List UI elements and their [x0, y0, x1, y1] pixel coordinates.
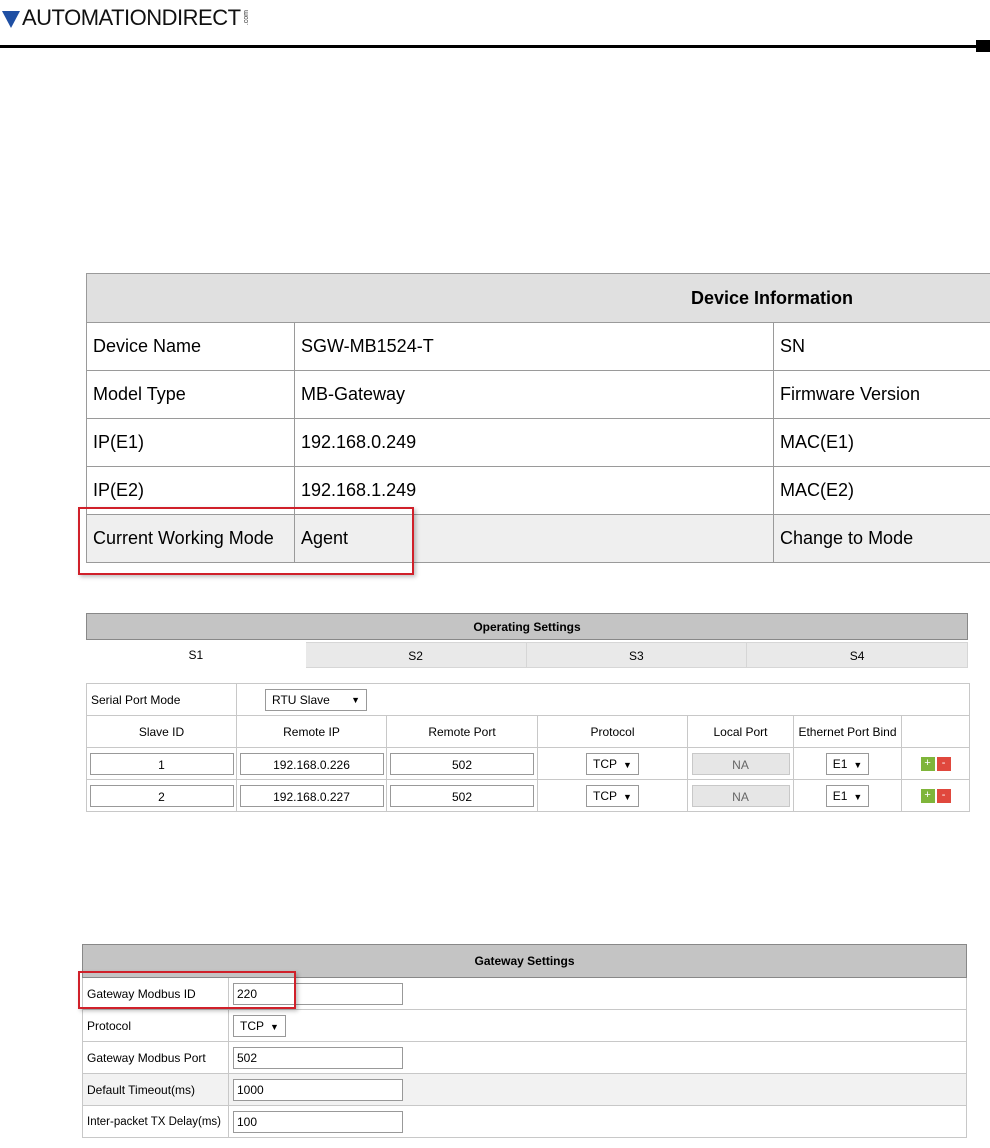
- ethernet-port-bind-select[interactable]: [826, 753, 870, 775]
- gateway-protocol-value: TCP: [240, 1018, 264, 1033]
- remote-port-input[interactable]: 502: [390, 785, 534, 807]
- automationdirect-logo: [2, 4, 250, 32]
- model-type-label: Model Type: [87, 371, 295, 419]
- local-port-input: NA: [692, 753, 790, 775]
- remove-row-button[interactable]: -: [937, 789, 951, 803]
- chevron-down-icon: ▼: [351, 694, 360, 705]
- local-port-cell: [688, 748, 794, 780]
- col-protocol: Protocol: [538, 716, 688, 748]
- protocol-cell: [538, 780, 688, 812]
- col-remote-port: Remote Port: [387, 716, 538, 748]
- logo-v-icon: [2, 11, 20, 28]
- col-ethernet-port-bind: Ethernet Port Bind: [794, 716, 902, 748]
- col-actions: [902, 716, 970, 748]
- current-working-mode-label: Current Working Mode: [87, 515, 295, 563]
- protocol-value: TCP: [593, 788, 618, 803]
- serial-port-tabs: [86, 642, 968, 668]
- table-row: [87, 748, 970, 780]
- gateway-modbus-port-label: Gateway Modbus Port: [83, 1042, 229, 1074]
- row-actions-cell: [902, 780, 970, 812]
- bind-cell: [794, 748, 902, 780]
- tab-s1[interactable]: S1: [86, 642, 306, 668]
- row-actions-cell: [902, 748, 970, 780]
- remote-ip-input[interactable]: 192.168.0.226: [240, 753, 384, 775]
- gateway-modbus-port-cell: [229, 1042, 967, 1074]
- change-to-mode-label: Change to Mode: [774, 515, 990, 563]
- default-timeout-input[interactable]: 1000: [233, 1079, 403, 1101]
- gateway-protocol-label: Protocol: [83, 1010, 229, 1042]
- chevron-down-icon: ▼: [270, 1021, 279, 1032]
- add-row-button[interactable]: +: [921, 789, 935, 803]
- gateway-protocol-cell: [229, 1010, 967, 1042]
- ip-e2-value: 192.168.1.249: [295, 467, 774, 515]
- logo-text: AUTOMATIONDIRECT: [22, 5, 241, 30]
- sn-label: SN: [774, 323, 990, 371]
- gateway-modbus-port-input[interactable]: 502: [233, 1047, 403, 1069]
- device-name-value: SGW-MB1524-T: [295, 323, 774, 371]
- firmware-version-label: Firmware Version: [774, 371, 990, 419]
- header-rule: [0, 45, 978, 48]
- table-row: [87, 780, 970, 812]
- remove-row-button[interactable]: -: [937, 757, 951, 771]
- col-remote-ip: Remote IP: [237, 716, 387, 748]
- chevron-down-icon: ▼: [853, 759, 863, 770]
- device-information-header: [87, 274, 990, 323]
- slave-id-input[interactable]: 1: [90, 753, 234, 775]
- header-block: [976, 40, 990, 52]
- operating-settings-table: [86, 683, 970, 812]
- ethernet-port-bind-select[interactable]: [826, 785, 870, 807]
- add-row-button[interactable]: +: [921, 757, 935, 771]
- slave-id-cell: [87, 748, 237, 780]
- tab-s2[interactable]: S2: [306, 642, 527, 668]
- protocol-cell: [538, 748, 688, 780]
- default-timeout-label: Default Timeout(ms): [83, 1074, 229, 1106]
- ip-e1-value: 192.168.0.249: [295, 419, 774, 467]
- remote-port-input[interactable]: 502: [390, 753, 534, 775]
- serial-port-mode-cell: [237, 684, 970, 716]
- remote-port-cell: [387, 748, 538, 780]
- local-port-input: NA: [692, 785, 790, 807]
- gateway-modbus-id-cell: [229, 978, 967, 1010]
- inter-packet-delay-input[interactable]: 100: [233, 1111, 403, 1133]
- bind-value: E1: [832, 788, 848, 803]
- remote-port-cell: [387, 780, 538, 812]
- chevron-down-icon: ▼: [623, 759, 632, 770]
- logo-suffix: .com: [242, 10, 250, 26]
- protocol-value: TCP: [593, 756, 618, 771]
- gateway-modbus-id-label: Gateway Modbus ID: [83, 978, 229, 1010]
- device-name-label: Device Name: [87, 323, 295, 371]
- serial-port-mode-label: Serial Port Mode: [87, 684, 237, 716]
- inter-packet-delay-cell: [229, 1106, 967, 1138]
- gateway-modbus-id-highlight: [78, 971, 296, 1009]
- mac-e2-label: MAC(E2): [774, 467, 990, 515]
- bind-cell: [794, 780, 902, 812]
- tab-s4[interactable]: S4: [747, 642, 968, 668]
- device-information-title: Device Information: [691, 287, 854, 308]
- col-slave-id: Slave ID: [87, 716, 237, 748]
- gateway-protocol-select[interactable]: [233, 1015, 286, 1037]
- operating-settings-title: Operating Settings: [86, 613, 968, 640]
- protocol-select[interactable]: [586, 785, 639, 807]
- serial-port-mode-select[interactable]: [265, 689, 367, 711]
- ip-e1-label: IP(E1): [87, 419, 295, 467]
- gateway-settings-title: Gateway Settings: [83, 945, 967, 978]
- working-mode-highlight: [78, 507, 414, 575]
- remote-ip-input[interactable]: 192.168.0.227: [240, 785, 384, 807]
- local-port-cell: [688, 780, 794, 812]
- col-local-port: Local Port: [688, 716, 794, 748]
- protocol-select[interactable]: [586, 753, 639, 775]
- current-working-mode-value: Agent: [295, 515, 774, 563]
- tab-s3[interactable]: S3: [527, 642, 748, 668]
- model-type-value: MB-Gateway: [295, 371, 774, 419]
- bind-value: E1: [832, 756, 848, 771]
- slave-id-input[interactable]: 2: [90, 785, 234, 807]
- mac-e1-label: MAC(E1): [774, 419, 990, 467]
- chevron-down-icon: ▼: [853, 791, 863, 802]
- remote-ip-cell: [237, 748, 387, 780]
- chevron-down-icon: ▼: [623, 791, 632, 802]
- remote-ip-cell: [237, 780, 387, 812]
- gateway-modbus-id-input[interactable]: 220: [233, 983, 403, 1005]
- default-timeout-cell: [229, 1074, 967, 1106]
- inter-packet-delay-label: Inter-packet TX Delay(ms): [83, 1106, 229, 1138]
- serial-port-mode-value: RTU Slave: [272, 692, 330, 707]
- slave-id-cell: [87, 780, 237, 812]
- ip-e2-label: IP(E2): [87, 467, 295, 515]
